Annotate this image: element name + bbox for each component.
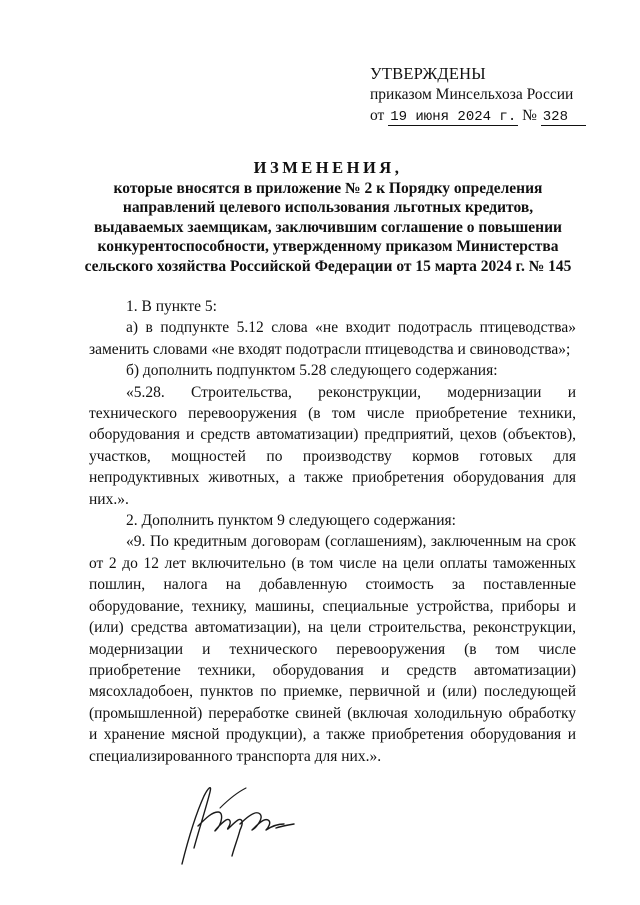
paragraph-subpoint-b: б) дополнить подпунктом 5.28 следующего содержания:: [126, 362, 498, 380]
order-number: 328: [541, 109, 586, 126]
title-line: которые вносятся в приложение № 2 к Порядку определения: [113, 179, 543, 197]
document-title: [80, 158, 576, 276]
paragraph-quote-5-28: «5.28. Строительства, реконструкции, модернизации и технического перевооружения (в том числе приобретение техники, оборудования и средств автоматизации) предприятий, цехов (объектов), участков, мощностей по производству кормов готовых для непродуктивных животных, а также приобретения оборудования для них.».: [89, 383, 576, 508]
date-prefix: от: [370, 107, 385, 124]
paragraph-point-2: 2. Дополнить пунктом 9 следующего содержания:: [126, 512, 456, 530]
title-heading: ИЗМЕНЕНИЯ,: [253, 158, 403, 177]
title-line: выдаваемых заемщикам, заключившим соглашение о повышении: [94, 218, 562, 236]
document-body: [89, 296, 576, 767]
approval-order-line: приказом Минсельхоза России: [370, 86, 574, 103]
title-line: конкурентоспособности, утвержденному приказом Министерства: [97, 238, 559, 255]
order-date: 19 июня 2024 г.: [390, 109, 517, 125]
approval-block: [370, 63, 610, 128]
paragraph-point-1: 1. В пункте 5:: [126, 298, 217, 315]
approval-date-line: [370, 105, 610, 128]
handwritten-signature: [168, 778, 318, 868]
number-prefix: №: [522, 107, 537, 124]
title-line: направлений целевого использования льготных кредитов,: [122, 199, 534, 216]
approval-heading: УТВЕРЖДЕНЫ: [370, 64, 486, 83]
paragraph-quote-9: «9. По кредитным договорам (соглашениям), заключенным на срок от 2 до 12 лет включительно (в том числе на цели оплаты таможенных пошлин, налога на добавленную стоимость за поставленные оборудование, технику, машины, специальные устройства, приборы и (или) средства автоматизации), на цели строительства, реконструкции, модернизации и технического перевооружения (в том числе приобретение техники, оборудования и средств автоматизации) мясохладобоен, пунктов по приемке, первичной и (или) последующей (промышленной) переработке свиней (включая холодильную обработку и хранение мясной продукции), а также приобретения оборудования и специализированного транспорта для них.».: [89, 533, 576, 765]
paragraph-subpoint-a: а) в подпункте 5.12 слова «не входит подотрасль птицеводства» заменить словами «не входят подотрасли птицеводства и свиноводства»;: [89, 319, 576, 358]
title-line: сельского хозяйства Российской Федерации от 15 марта 2024 г. № 145: [84, 257, 572, 275]
